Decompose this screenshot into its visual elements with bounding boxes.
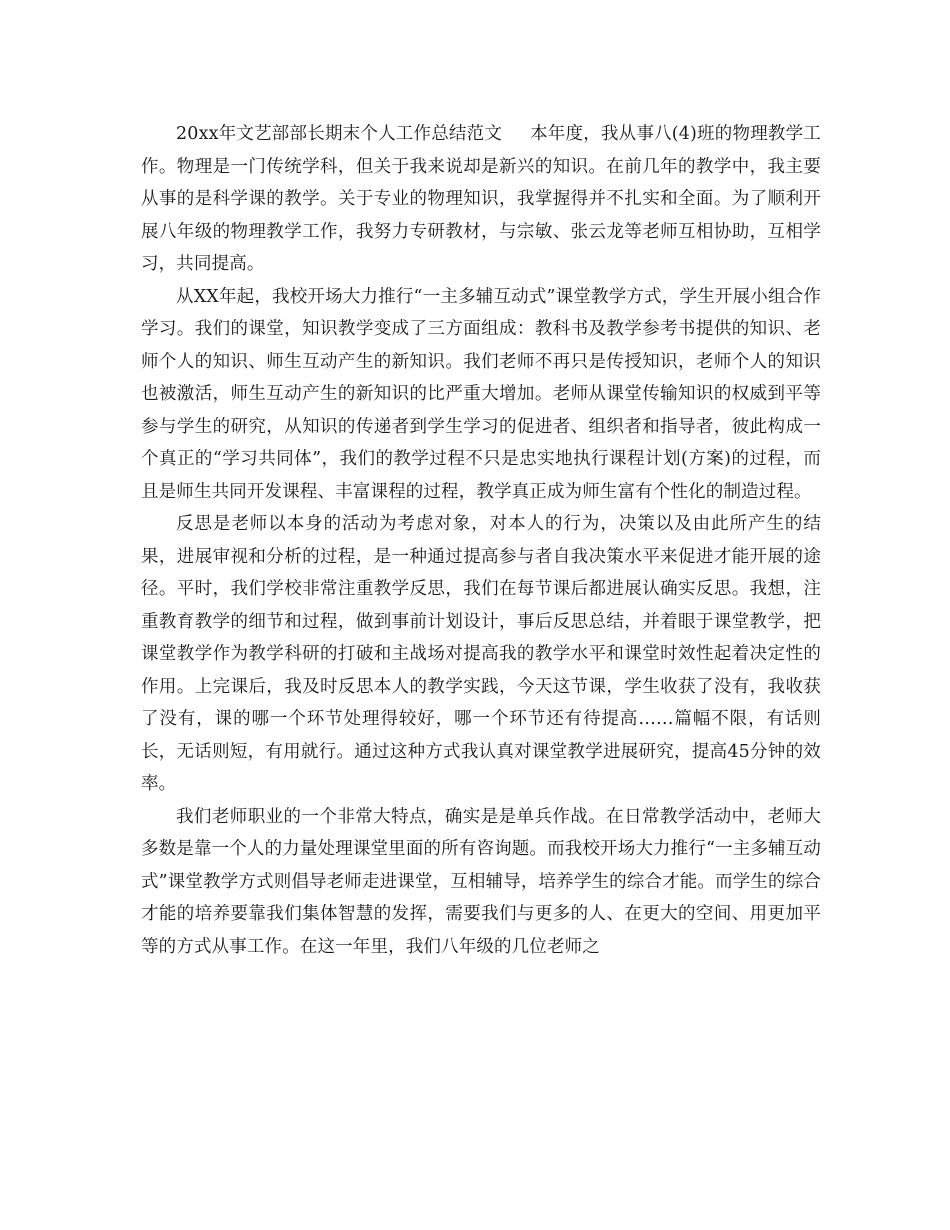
document-body (141, 118, 821, 963)
paragraph-4: 我们老师职业的一个非常大特点，确实是是单兵作战。在日常教学活动中，老师大多数是靠一个人的力量处理课堂里面的所有咨询题。而我校开场大力推行“一主多辅互动式”课堂教学方式则倡导老师走进课堂，互相辅导，培养学生的综合才能。而学生的综合才能的培养要靠我们集体智慧的发挥，需要我们与更多的人、在更大的空间、用更加平等的方式从事工作。在这一年里，我们八年级的几位老师之 (141, 806, 821, 957)
paragraph-1 (141, 118, 821, 281)
paragraph-2: 从XX年起，我校开场大力推行“一主多辅互动式”课堂教学方式，学生开展小组合作学习。我们的课堂，知识教学变成了三方面组成：教科书及教学参考书提供的知识、老师个人的知识、师生互动产生的新知识。我们老师不再只是传授知识，老师个人的知识也被激活，师生互动产生的新知识的比严重大增加。老师从课堂传输知识的权威到平等参与学生的研究，从知识的传递者到学生学习的促进者、组织者和指导者，彼此构成一个真正的“学习共同体”，我们的教学过程不只是忠实地执行课程计划(方案)的过程，而且是师生共同开发课程、丰富课程的过程，教学真正成为师生富有个性化的制造过程。 (141, 286, 821, 502)
paragraph-1-text: 本年度，我从事八(4)班的物理教学工作。物理是一门传统学科，但关于我来说却是新兴的知识。在前几年的教学中，我主要从事的是科学课的教学。关于专业的物理知识，我掌握得并不扎实和全面。为了顺利开展八年级的物理教学工作，我努力专研教材，与宗敏、张云龙等老师互相协助，互相学习，共同提高。 (141, 124, 821, 274)
document-title: 20xx年文艺部部长期末个人工作总结范文 (176, 124, 503, 144)
paragraph-3: 反思是老师以本身的活动为考虑对象，对本人的行为，决策以及由此所产生的结果，进展审视和分析的过程，是一种通过提高参与者自我决策水平来促进才能开展的途径。平时，我们学校非常注重教学反思，我们在每节课后都进展认确实反思。我想，注重教育教学的细节和过程，做到事前计划设计，事后反思总结，并着眼于课堂教学，把课堂教学作为教学科研的打破和主战场对提高我的教学水平和课堂时效性起着决定性的作用。上完课后，我及时反思本人的教学实践，今天这节课，学生收获了没有，我收获了没有，课的哪一个环节处理得较好，哪一个环节还有待提高……篇幅不限，有话则长，无话则短，有用就行。通过这种方式我认真对课堂教学进展研究，提高45分钟的效率。 (141, 514, 821, 794)
